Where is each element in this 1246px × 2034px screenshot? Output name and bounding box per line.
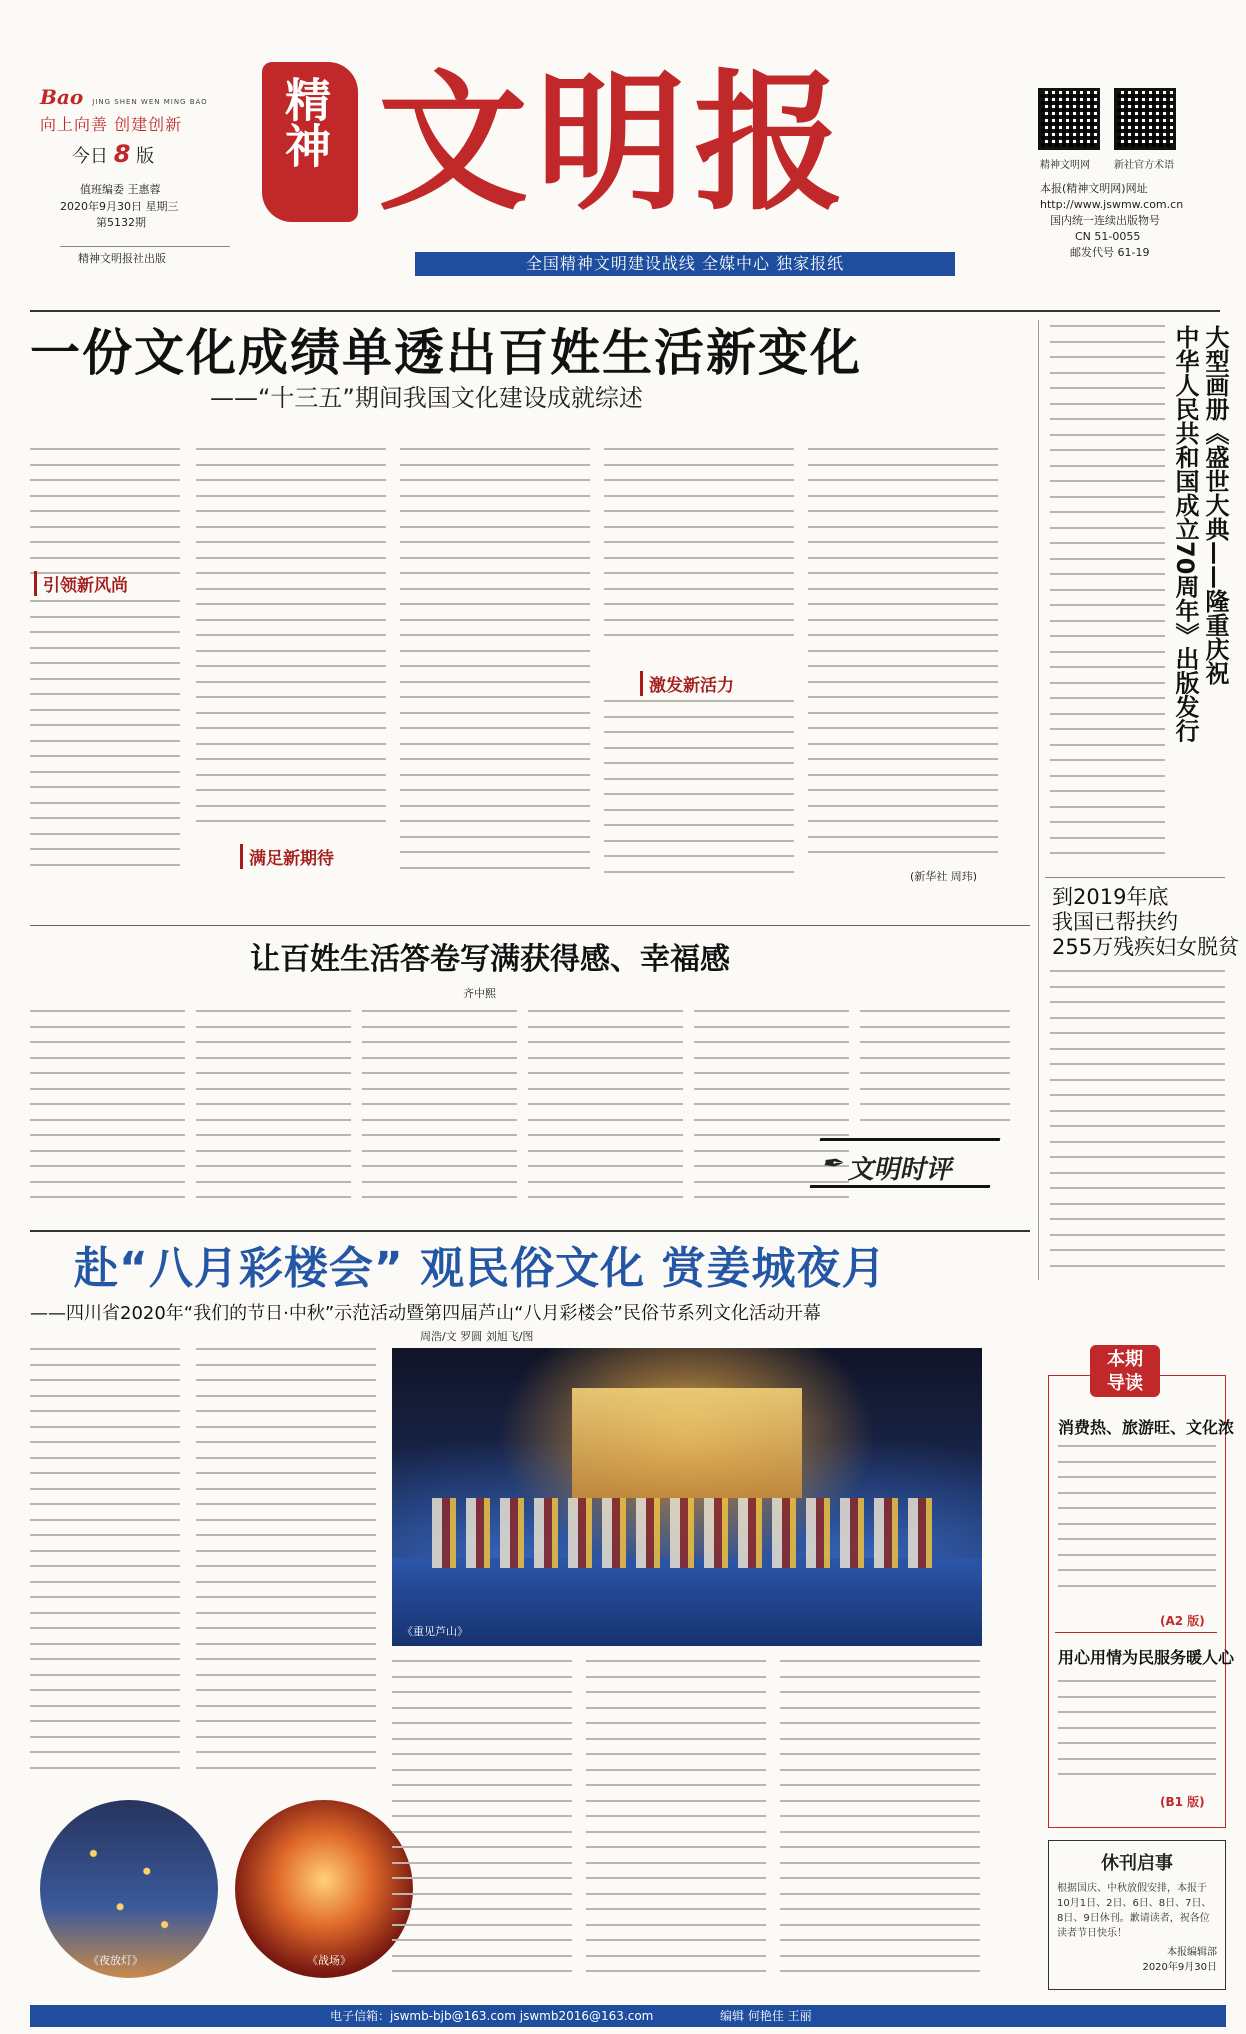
sidebar-story-2	[1050, 970, 1225, 1270]
culture-column-2	[196, 1348, 376, 1788]
culture-subheadline: ——四川省2020年“我们的节日·中秋”示范活动暨第四届芦山“八月彩楼会”民俗节系列文化活动开幕	[30, 1303, 821, 1324]
culture-column-3	[392, 1660, 572, 1990]
culture-top-rule	[30, 1230, 1030, 1232]
guide-item1-summary	[1058, 1445, 1216, 1605]
cn-line2: CN 51-0055	[1075, 230, 1141, 243]
photo-caption-3: 《战场》	[307, 1954, 351, 1967]
masthead-bottom-rule	[30, 310, 1220, 312]
performers	[432, 1498, 942, 1568]
left-block-divider	[60, 246, 230, 247]
notice-text: 根据国庆、中秋放假安排，本报于10月1日、2日、6日、8日、7日、8日、9日休刊。歉请读者，祝各位读者节日快乐！	[1057, 1883, 1212, 1939]
brand-logo	[40, 85, 208, 109]
culture-column-5	[780, 1660, 980, 1990]
notice-title: 休刊启事	[1101, 1853, 1173, 1874]
culture-headline: 赴“八月彩楼会” 观民俗文化 赏姜城夜月	[74, 1243, 887, 1294]
main-photo	[392, 1348, 982, 1646]
today-pages: 今日 8 版	[72, 140, 155, 168]
banner-text: 全国精神文明建设战线 全媒中心 独家报纸	[525, 254, 845, 273]
guide-badge-line2: 导读	[1107, 1373, 1143, 1394]
photo-caption-1: 《重见芦山》	[402, 1625, 468, 1638]
stage-screen	[572, 1388, 802, 1498]
commentary-column-3	[362, 1010, 517, 1215]
slogan: 向上向善 创建创新	[40, 115, 183, 134]
stage-floor	[392, 1558, 982, 1646]
lead-subhead-1: 引领新风尚	[34, 565, 128, 602]
commentary-column-6	[860, 1010, 1010, 1135]
brand-pinyin: JING SHEN WEN MING BAO	[92, 98, 208, 106]
postal-code: 邮发代号 61-19	[1070, 246, 1150, 259]
sidebar-story-1	[1050, 325, 1165, 870]
masthead	[0, 0, 1246, 320]
guide-badge-line1: 本期	[1107, 1349, 1143, 1370]
title-calligraphy-small: 精神	[278, 76, 332, 168]
lead-column-2	[196, 448, 386, 843]
circle-photo-battle	[235, 1800, 413, 1978]
commentary-top-rule	[30, 925, 1030, 926]
lead-subhead-3: 满足新期待	[240, 838, 334, 875]
duty-editor: 值班编委 王惠蓉	[80, 183, 161, 196]
sidebar-vertical-headline-2: 中华人民共和国成立70周年》出版发行	[1171, 325, 1199, 743]
lead-column-5	[808, 448, 998, 868]
circle-photo-lanterns	[40, 1800, 218, 1978]
footer-email[interactable]: 电子信箱：jswmb-bjb@163.com jswmb2016@163.com	[330, 2009, 654, 2023]
site-line2[interactable]: http://www.jswmw.com.cn	[1040, 198, 1184, 211]
sidebar-divider	[1045, 877, 1225, 878]
column-tag-commentary	[810, 1138, 1001, 1188]
lead-headline: 一份文化成绩单透出百姓生活新变化	[30, 324, 862, 382]
guide-badge	[1090, 1345, 1160, 1397]
guide-item2-title[interactable]: 用心用情为民服务暖人心	[1058, 1648, 1235, 1667]
lead-column-4	[604, 448, 794, 648]
guide-item1-ref[interactable]: (A2 版)	[1160, 1614, 1205, 1628]
right-column-divider	[1038, 320, 1039, 1280]
masthead-banner	[415, 252, 955, 276]
cn-line1: 国内统一连续出版物号	[1050, 214, 1160, 227]
lead-column-1b	[30, 600, 180, 883]
site-line1: 本报(精神文明网)网址	[1040, 182, 1148, 195]
lead-subhead-2: 激发新活力	[640, 665, 734, 702]
sidebar-headline-2: 到2019年底 我国已帮扶约 255万残疾妇女脱贫	[1052, 885, 1240, 959]
brand-logo-text: Bao	[40, 85, 84, 109]
publisher: 精神文明报社出版	[78, 252, 166, 265]
lead-column-3	[400, 448, 590, 883]
culture-column-4	[586, 1660, 766, 1990]
guide-item2-ref[interactable]: (B1 版)	[1160, 1795, 1205, 1809]
lead-byline: (新华社 周玮)	[910, 870, 978, 883]
date-line: 2020年9月30日 星期三	[60, 200, 179, 213]
footer-editors: 编辑 何艳佳 王丽	[720, 2009, 812, 2023]
guide-item1-title[interactable]: 消费热、旅游旺、文化浓	[1058, 1418, 1235, 1437]
commentary-column-2	[196, 1010, 351, 1215]
guide-item2-summary	[1058, 1680, 1216, 1790]
notice-date: 2020年9月30日	[1142, 1962, 1217, 1973]
notice-signature: 本报编辑部	[1167, 1947, 1217, 1958]
qr1-label: 精神文明网	[1040, 160, 1090, 171]
lead-column-4b	[604, 700, 794, 883]
culture-byline: 周浩/文 罗圆 刘旭飞/图	[420, 1330, 534, 1343]
commentary-headline: 让百姓生活答卷写满获得感、幸福感	[250, 942, 730, 977]
qr2-label: 新社官方术语	[1114, 160, 1174, 171]
notice-box	[1048, 1840, 1226, 1990]
lead-subheadline: ——“十三五”期间我国文化建设成就综述	[210, 384, 643, 412]
title-calligraphy-large: 文明报	[378, 55, 853, 231]
issue-number: 第5132期	[96, 216, 146, 229]
commentary-column-1	[30, 1010, 185, 1215]
qr-code-icon	[1038, 88, 1100, 150]
photo-caption-2: 《夜放灯》	[88, 1954, 143, 1967]
commentary-author: 齐中熙	[463, 987, 496, 1000]
qr-code-icon	[1114, 88, 1176, 150]
column-tag-text: 文明时评	[846, 1155, 957, 1185]
guide-divider	[1055, 1632, 1217, 1633]
sidebar-vertical-headline-1: 大型画册《盛世大典——隆重庆祝	[1201, 325, 1229, 685]
commentary-column-4	[528, 1010, 683, 1215]
pen-icon: ✒	[819, 1149, 848, 1179]
footer-bar	[30, 2005, 1226, 2027]
culture-column-1	[30, 1348, 180, 1788]
